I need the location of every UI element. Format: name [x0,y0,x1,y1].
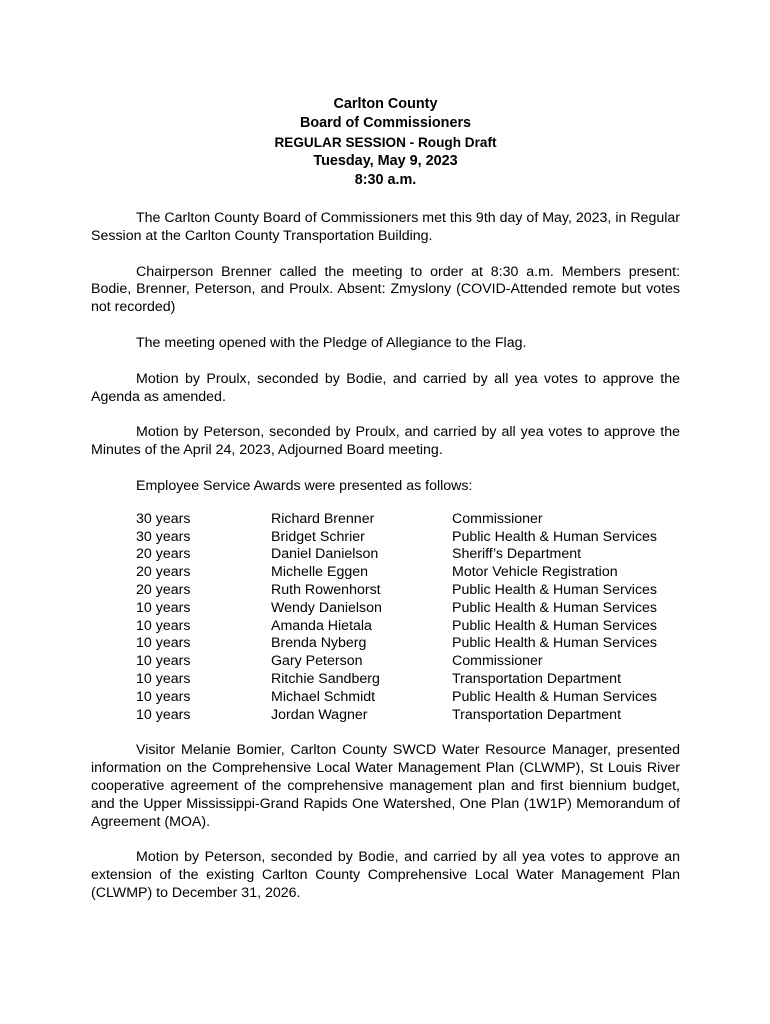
award-department: Commissioner [452,510,543,527]
paragraph-clwmp-motion: Motion by Peterson, seconded by Bodie, and carried by all yea votes to approve an extension of the existing Carlton County Comprehensive Local Water Management Plan (CLWMP) to December 31, 2026. [91,849,680,901]
award-name: Wendy Danielson [271,599,382,616]
paragraph-agenda-motion: Motion by Proulx, seconded by Bodie, and carried by all yea votes to approve the Agenda as amended. [91,370,680,405]
award-row [91,564,680,582]
award-row [91,689,680,707]
award-department: Public Health & Human Services [452,688,658,705]
award-years: 20 years [136,546,191,563]
award-row [91,600,680,618]
award-department: Transportation Department [452,670,622,687]
award-years: 10 years [136,617,191,634]
award-department: Sheriff’s Department [452,546,582,563]
paragraph-minutes-motion: Motion by Peterson, seconded by Proulx, and carried by all yea votes to approve the Minutes of the April 24, 2023, Adjourned Board meeting. [91,424,680,459]
meeting-date: Tuesday, May 9, 2023 [313,153,458,169]
award-name: Gary Peterson [271,653,363,670]
meeting-time: 8:30 a.m. [354,172,417,188]
paragraph-pledge: The meeting opened with the Pledge of Allegiance to the Flag. [136,334,527,351]
award-years: 30 years [136,510,191,527]
award-name: Michelle Eggen [271,564,369,581]
award-department: Public Health & Human Services [452,581,658,598]
minutes-page [91,95,680,903]
award-name: Bridget Schrier [271,528,365,545]
award-department: Public Health & Human Services [452,635,658,652]
paragraph-awards-intro: Employee Service Awards were presented as follows: [136,477,473,494]
award-row [91,671,680,689]
award-department: Public Health & Human Services [452,528,658,545]
award-name: Michael Schmidt [271,688,376,705]
county-title: Carlton County [333,96,438,112]
award-years: 10 years [136,688,191,705]
award-name: Ritchie Sandberg [271,670,380,687]
award-row [91,635,680,653]
paragraph-call-to-order: Chairperson Brenner called the meeting to order at 8:30 a.m. Members present: Bodie, Brenner, Peterson, and Proulx. Absent: Zmyslony (COVID-Attended remote but votes not recorded) [91,263,680,316]
paragraph-meeting-location: The Carlton County Board of Commissioners met this 9th day of May, 2023, in Regular Session at the Carlton County Transportation Building. [91,210,680,244]
session-title: REGULAR SESSION - Rough Draft [274,135,497,150]
award-name: Richard Brenner [271,510,375,527]
awards-table [91,511,680,725]
award-row [91,582,680,600]
paragraph-visitor-presentation: Visitor Melanie Bomier, Carlton County SWCD Water Resource Manager, presented information on the Comprehensive Local Water Management Plan (CLWMP), St Louis River cooperative agreement of the comprehensive management plan and first biennium budget, and the Upper Mississippi-Grand Rapids One Watershed, One Plan (1W1P) Memorandum of Agreement (MOA). [91,742,680,830]
award-name: Daniel Danielson [271,546,379,563]
award-row [91,618,680,636]
award-row [91,707,680,725]
award-name: Amanda Hietala [271,617,372,634]
award-years: 10 years [136,706,191,723]
award-name: Jordan Wagner [271,706,368,723]
award-row [91,653,680,671]
award-years: 10 years [136,670,191,687]
award-years: 10 years [136,599,191,616]
award-years: 20 years [136,581,191,598]
award-years: 10 years [136,635,191,652]
award-department: Transportation Department [452,706,622,723]
award-years: 20 years [136,564,191,581]
board-title: Board of Commissioners [299,115,472,131]
award-department: Public Health & Human Services [452,599,658,616]
award-name: Brenda Nyberg [271,635,367,652]
award-department: Commissioner [452,653,543,670]
award-department: Public Health & Human Services [452,617,658,634]
award-years: 30 years [136,528,191,545]
award-name: Ruth Rowenhorst [271,581,381,598]
award-row [91,546,680,564]
award-years: 10 years [136,653,191,670]
award-department: Motor Vehicle Registration [452,564,618,581]
award-row [91,511,680,529]
document-header [91,95,680,190]
award-row [91,529,680,547]
